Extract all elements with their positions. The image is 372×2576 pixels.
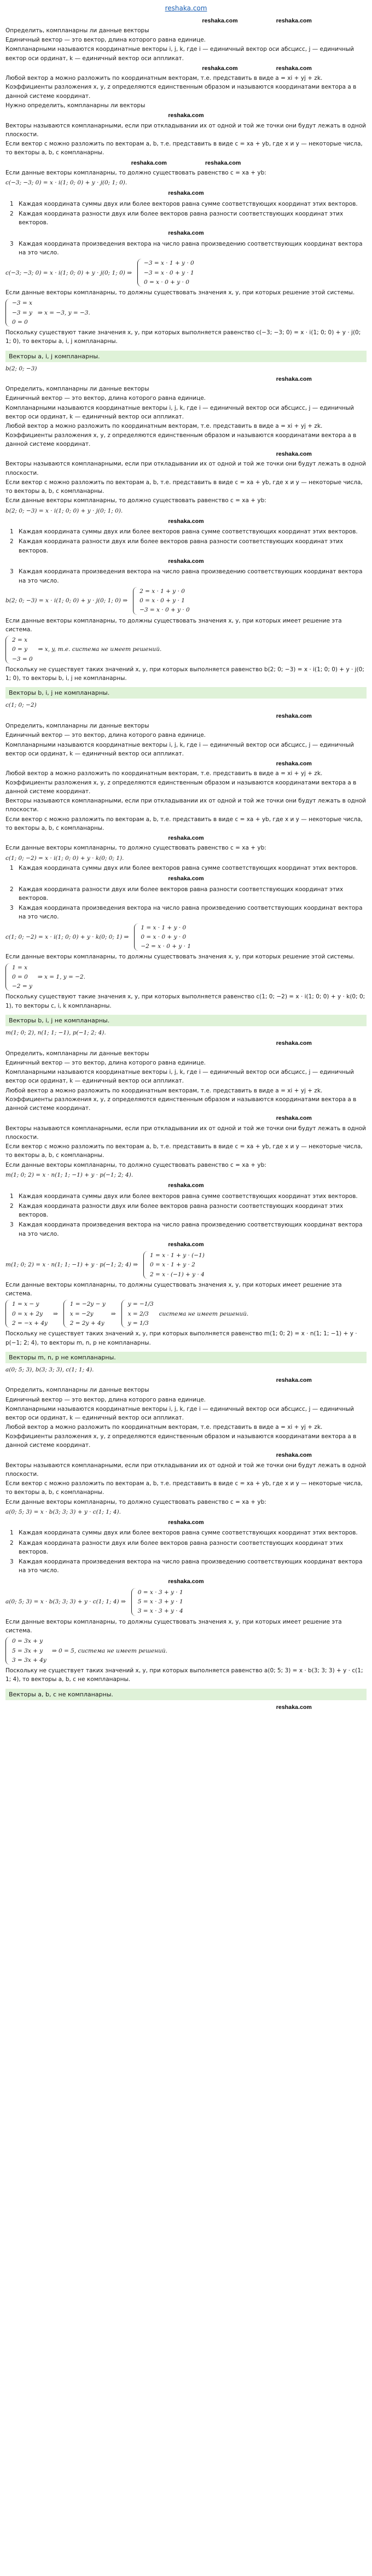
rule-item: 1 Каждая координата суммы двух или более векторов равна сумме соответствующих координат этих векторов. [10, 1193, 358, 1200]
watermark: reshaka.com [276, 1452, 312, 1459]
intro-p2: Единичный вектор — это вектор, длина которого равна единице. [5, 1059, 206, 1066]
intro-p1: Определить, компланарны ли данные векторы [5, 723, 149, 730]
rule-item: 1 Каждая координата суммы двух или более векторов равна сумме соответствующих координат этих векторов. [10, 200, 358, 207]
s3-solution-row: 1 = x − y 0 = x + 2y 2 = −x + 4y ⇒ 1 = −2y − y x = −2y 2 = 2y + 4y ⇒ y = −1/3 x = 2/3 y = 1/3 система не имеет решений. [5, 1300, 367, 1328]
watermark: reshaka.com [168, 835, 204, 842]
rule-item: 1 Каждая координата суммы двух или более векторов равна сумме соответствующих координат этих векторов. [10, 1530, 358, 1537]
watermark-row [5, 158, 367, 168]
watermark: reshaka.com [168, 1578, 204, 1585]
rule-item: 2 Каждая координата разности двух или более векторов равна разности соответствующих координат этих векторов. [10, 886, 344, 902]
intro-p3: Компланарными называются координатные векторы i, j, k, где i — единичный вектор оси абсцисс, j — единичный вектор оси ординат, k — единичный вектор оси аппликат. [5, 1405, 354, 1422]
watermark-row [5, 228, 367, 238]
equation-system: 1 = x · 1 + y · (−1) 0 = x · 1 + y · 2 2 = x · (−1) + y · 4 [143, 1251, 205, 1279]
intro-p4: Любой вектор a можно разложить по координатным векторам, т.е. представить в виде a = xi + yj + zk. Коэффициенты разложения x, y, z определяются единственным образом и называются координатами вектора a в данной системе координат. [5, 1424, 357, 1449]
watermark: reshaka.com [168, 190, 204, 197]
equation-system: 1 = x · 1 + y · 0 0 = x · 0 + y · 0 −2 = x · 0 + y · 1 [134, 923, 191, 951]
intro-p3: Компланарными называются координатные векторы i, j, k, где i — единичный вектор оси абсцисс, j — единичный вектор оси ординат, k — единичный вектор оси аппликат. [5, 1069, 354, 1085]
intro-p5: Нужно определить, компланарны ли векторы [5, 102, 146, 109]
s4-equation: a(0; 5; 3) = x · b(3; 3; 3) + y · c(1; 1; 4). [5, 1508, 121, 1515]
s1-solve-text: Если данные векторы компланарны, то должны существовать значения x, y, при которых имеет решение эта система. [5, 617, 342, 633]
section-answer-5: Векторы a, b, c не компланарны. [5, 1689, 367, 1700]
watermark: reshaka.com [202, 17, 238, 24]
intro-p7: Если данные векторы компланарны, то должно существовать равенство c = xa + yb: [5, 845, 266, 852]
watermark-row [5, 759, 367, 769]
watermark: reshaka.com [168, 1182, 204, 1189]
intro-p1: Определить, компланарны ли данные векторы [5, 27, 149, 34]
watermark: reshaka.com [205, 159, 241, 166]
intro-p1: Определить, компланарны ли данные векторы [5, 1387, 149, 1394]
intro-p8: Векторы называются компланарными, если при откладывании их от одной и той же точки они будут лежать в одной плоскости. [5, 1125, 366, 1141]
s4-vector: a(0; 5; 3), b(3; 3; 3), c(1; 1; 4). [5, 1366, 94, 1373]
rule-item: 3 Каждая координата произведения вектора на число равна произведению соответствующих координат вектора на это число. [10, 240, 363, 256]
intro-p6: Если вектор c можно разложить по векторам a, b, т.е. представить в виде c = xa + yb, где x и y — некоторые числа, то векторы a, b, c компланарны. [5, 141, 363, 156]
s1-solution-row: 2 = x 0 = y −3 = 0 ⇒ x, y, т.е. система не имеет решений. [5, 636, 367, 664]
intro-p3: Компланарными называются координатные векторы i, j, k, где i — единичный вектор оси абсцисс, j — единичный вектор оси ординат, k — единичный вектор оси аппликат. [5, 741, 354, 757]
intro-p3: Компланарными называются координатные векторы i, j, k, где i — единичный вектор оси абсцисс, j — единичный вектор оси ординат, k — единичный вектор оси аппликат. [5, 404, 354, 420]
watermark: reshaka.com [276, 375, 312, 382]
watermark-row [5, 1181, 367, 1190]
s3-equation: m(1; 0; 2) = x · n(1; 1; −1) + y · p(−1; 2; 4). [5, 1172, 133, 1179]
watermark: reshaka.com [202, 65, 238, 72]
intro-p2: Единичный вектор — это вектор, длина которого равна единице. [5, 732, 206, 739]
s1-system-row: b(2; 0; −3) = x · i(1; 0; 0) + y · j(0; 1; 0) ⇒ 2 = x · 1 + y · 0 0 = x · 0 + y · 1 −3 = x · 0 + y · 0 [5, 587, 367, 615]
watermark-row [5, 111, 367, 120]
equation-system: 2 = x 0 = y −3 = 0 [5, 636, 33, 664]
watermark-row [5, 874, 367, 883]
rule-item: 3 Каждая координата произведения вектора на число равна произведению соответствующих координат вектора на это число. [10, 1222, 363, 1237]
section-answer-2: Векторы b, i, j не компланарны. [5, 687, 367, 699]
rule-item: 1 Каждая координата суммы двух или более векторов равна сумме соответствующих координат этих векторов. [10, 528, 358, 536]
intro-p2: Единичный вектор — это вектор, длина которого равна единице. [5, 395, 206, 402]
watermark: reshaka.com [168, 557, 204, 565]
watermark-row [5, 449, 367, 459]
s2-vector: c(1; 0; −2) [5, 702, 37, 709]
watermark: reshaka.com [276, 1377, 312, 1384]
s0-solve-text: Если данные векторы компланарны, то должны существовать значения x, y, при которых решение этой системы. [5, 289, 355, 296]
watermark-row [5, 374, 367, 384]
watermark: reshaka.com [168, 1519, 204, 1526]
s3-solve-text: Если данные векторы компланарны, то должны существовать значения x, y, при которых имеет решение эта система. [5, 1281, 342, 1298]
s1-conclusion: Поскольку не существует таких значений x, y, при которых выполняется равенство b(2; 0; −3) = x · i(1; 0; 0) + y · j(0; 1; 0), то векторы b, i, j не компланарны. [5, 666, 364, 682]
watermark: reshaka.com [168, 230, 204, 237]
site-link[interactable]: reshaka.com [165, 4, 207, 12]
s0-system-row: c(−3; −3; 0) = x · i(1; 0; 0) + y · j(0; 1; 0) ⇒ −3 = x · 1 + y · 0 −3 = x · 0 + y · 1 0 = x · 0 + y · 0 [5, 259, 367, 287]
rule-item: 2 Каждая координата разности двух или более векторов равна разности соответствующих координат этих векторов. [10, 210, 344, 226]
section-answer-3: Векторы b, i, j не компланарны. [5, 1015, 367, 1026]
watermark: reshaka.com [276, 1703, 312, 1711]
section-answer-1: Векторы a, i, j компланарны. [5, 351, 367, 362]
watermark: reshaka.com [168, 112, 204, 119]
s4-solution-row: 0 = 3x + y 5 = 3x + y 3 = 3x + 4y ⇒ 0 = 5, система не имеет решений. [5, 1637, 367, 1665]
s2-solve-text: Если данные векторы компланарны, то должны существовать значения x, y, при которых решение этой системы. [5, 953, 355, 961]
watermark-row [5, 63, 367, 73]
intro-p7: Если данные векторы компланарны, то должно существовать равенство c = xa + yb: [5, 169, 266, 176]
s1-equation: b(2; 0; −3) = x · i(1; 0; 0) + y · j(0; 1; 0). [5, 507, 123, 514]
equation-system: 0 = 3x + y 5 = 3x + y 3 = 3x + 4y [5, 1637, 47, 1665]
watermark-row [5, 1450, 367, 1460]
intro-p6: Если вектор c можно разложить по векторам a, b, т.е. представить в виде c = xa + yb, где x и y — некоторые числа, то векторы a, b, c компланарны. [5, 816, 363, 831]
watermark: reshaka.com [168, 1241, 204, 1248]
s2-system-row: c(1; 0; −2) = x · i(1; 0; 0) + y · k(0; 0; 1) ⇒ 1 = x · 1 + y · 0 0 = x · 0 + y · 0 −2 = x · 0 + y · 1 [5, 923, 367, 951]
watermark: reshaka.com [131, 159, 167, 166]
watermark-row [5, 1517, 367, 1527]
watermark-row [5, 1240, 367, 1249]
watermark-row [5, 556, 367, 566]
equation-system: 1 = −2y − y x = −2y 2 = 2y + 4y [63, 1300, 106, 1328]
equation-system: 1 = x 0 = 0 −2 = y [5, 963, 32, 991]
intro-p1: Определить, компланарны ли данные векторы [5, 1050, 149, 1057]
watermark: reshaka.com [276, 65, 312, 72]
watermark-row [5, 1702, 367, 1712]
equation-system: 2 = x · 1 + y · 0 0 = x · 0 + y · 1 −3 = x · 0 + y · 0 [133, 587, 190, 615]
rule-item: 2 Каждая координата разности двух или более векторов равна разности соответствующих координат этих векторов. [10, 538, 344, 554]
watermark: reshaka.com [276, 451, 312, 458]
watermark: reshaka.com [276, 712, 312, 719]
s0-equation: c(−3; −3; 0) = x · i(1; 0; 0) + y · j(0; 1; 0). [5, 179, 127, 187]
s4-solve-text: Если данные векторы компланарны, то должны существовать значения x, y, при которых имеет решение эта система. [5, 1618, 342, 1635]
s1-vector: b(2; 0; −3) [5, 365, 37, 372]
intro-p7: Если данные векторы компланарны, то должно существовать равенство c = xa + yb: [5, 497, 266, 504]
watermark: reshaka.com [276, 1040, 312, 1047]
s4-conclusion: Поскольку не существует таких значений x, y, при которых выполняется равенство a(0; 5; 3) = x · b(3; 3; 3) + y · c(1; 1; 4), то векторы a, b, c не компланарны. [5, 1667, 363, 1683]
intro-p3: Компланарными называются координатные векторы i, j, k, где i — единичный вектор оси абсцисс, j — единичный вектор оси ординат, k — единичный вектор оси аппликат. [5, 46, 354, 62]
equation-system: y = −1/3 x = 2/3 y = 1/3 [121, 1300, 154, 1328]
equation-system: 0 = x · 3 + y · 1 5 = x · 3 + y · 1 3 = x · 3 + y · 4 [131, 1588, 183, 1616]
intro-p8: Векторы называются компланарными, если при откладывании их от одной и той же точки они будут лежать в одной плоскости. [5, 461, 366, 476]
intro-p7: Если данные векторы компланарны, то должно существовать равенство c = xa + yb: [5, 1161, 266, 1168]
s2-solution-row: 1 = x 0 = 0 −2 = y ⇒ x = 1, y = −2. [5, 963, 367, 991]
watermark-row [5, 1113, 367, 1123]
intro-p4: Любой вектор a можно разложить по координатным векторам, т.е. представить в виде a = xi + yj + zk. Коэффициенты разложения x, y, z определяются единственным образом и называются координатами вектора a в данной системе координат. [5, 770, 357, 795]
watermark-row [5, 1038, 367, 1048]
watermark: reshaka.com [168, 517, 204, 525]
intro-p4: Любой вектор a можно разложить по координатным векторам, т.е. представить в виде a = xi + yj + zk. Коэффициенты разложения x, y, z определяются единственным образом и называются координатами вектора a в данной системе координат. [5, 75, 357, 100]
rule-item: 3 Каждая координата произведения вектора на число равна произведению соответствующих координат вектора на это число. [10, 568, 363, 584]
s4-system-row: a(0; 5; 3) = x · b(3; 3; 3) + y · c(1; 1; 4) ⇒ 0 = x · 3 + y · 1 5 = x · 3 + y · 1 3 = x · 3 + y · 4 [5, 1588, 367, 1616]
s0-conclusion: Поскольку существуют такие значения x, y, при которых выполняется равенство c(−3; −3; 0) = x · i(1; 0; 0) + y · j(0; 1; 0), то векторы a, i, j компланарны. [5, 329, 361, 345]
rule-item: 3 Каждая координата произведения вектора на число равна произведению соответствующих координат вектора на это число. [10, 1559, 363, 1574]
watermark-row [5, 16, 367, 26]
watermark: reshaka.com [276, 1115, 312, 1122]
intro-p7: Если данные векторы компланарны, то должно существовать равенство c = xa + yb: [5, 1498, 266, 1505]
intro-p2: Единичный вектор — это вектор, длина которого равна единице. [5, 37, 206, 44]
s3-conclusion: Поскольку не существует таких значений x, y, при которых выполняется равенство m(1; 0; 2) = x · n(1; 1; −1) + y · p(−1; 2; 4), то векторы m, n, p не компланарны. [5, 1330, 357, 1346]
watermark-row [5, 833, 367, 843]
equation-system: −3 = x −3 = y 0 = 0 [5, 299, 32, 327]
watermark: reshaka.com [276, 760, 312, 767]
equation-system: 1 = x − y 0 = x + 2y 2 = −x + 4y [5, 1300, 48, 1328]
rule-item: 3 Каждая координата произведения вектора на число равна произведению соответствующих координат вектора на это число. [10, 905, 363, 921]
watermark: reshaka.com [276, 17, 312, 24]
watermark-row [5, 1375, 367, 1385]
intro-p8: Векторы называются компланарными, если при откладывании их от одной и той же точки они будут лежать в одной плоскости. [5, 122, 366, 138]
intro-p6: Если вектор c можно разложить по векторам a, b, т.е. представить в виде c = xa + yb, где x и y — некоторые числа, то векторы a, b, c компланарны. [5, 1143, 363, 1159]
watermark-row [5, 711, 367, 721]
watermark: reshaka.com [168, 875, 204, 882]
s2-conclusion: Поскольку существуют такие значения x, y, при которых выполняется равенство c(1; 0; −2) = x · i(1; 0; 0) + y · k(0; 0; 1), то векторы c, i, k компланарны. [5, 993, 365, 1009]
s3-system-row: m(1; 0; 2) = x · n(1; 1; −1) + y · p(−1; 2; 4) ⇒ 1 = x · 1 + y · (−1) 0 = x · 1 + y · 2 2 = x · (−1) + y · 4 [5, 1251, 367, 1279]
intro-p8: Векторы называются компланарными, если при откладывании их от одной и той же точки они будут лежать в одной плоскости. [5, 798, 366, 813]
intro-p4: Любой вектор a можно разложить по координатным векторам, т.е. представить в виде a = xi + yj + zk. Коэффициенты разложения x, y, z определяются единственным образом и называются координатами вектора a в данной системе координат. [5, 423, 357, 447]
watermark-row [5, 1577, 367, 1586]
intro-p4: Любой вектор a можно разложить по координатным векторам, т.е. представить в виде a = xi + yj + zk. Коэффициенты разложения x, y, z определяются единственным образом и называются координатами вектора a в данной системе координат. [5, 1087, 357, 1112]
equation-system: −3 = x · 1 + y · 0 −3 = x · 0 + y · 1 0 = x · 0 + y · 0 [137, 259, 194, 287]
s2-equation: c(1; 0; −2) = x · i(1; 0; 0) + y · k(0; 0; 1). [5, 854, 124, 862]
intro-p2: Единичный вектор — это вектор, длина которого равна единице. [5, 1396, 206, 1403]
intro-p8: Векторы называются компланарными, если при откладывании их от одной и той же точки они будут лежать в одной плоскости. [5, 1462, 366, 1478]
watermark-row [5, 188, 367, 198]
intro-p6: Если вектор c можно разложить по векторам a, b, т.е. представить в виде c = xa + yb, где x и y — некоторые числа, то векторы a, b, c компланарны. [5, 479, 363, 495]
rule-item: 2 Каждая координата разности двух или более векторов равна разности соответствующих координат этих векторов. [10, 1202, 344, 1219]
rule-item: 1 Каждая координата суммы двух или более векторов равна сумме соответствующих координат этих векторов. [10, 865, 358, 871]
section-answer-4: Векторы m, n, p не компланарны. [5, 1352, 367, 1363]
intro-p6: Если вектор c можно разложить по векторам a, b, т.е. представить в виде c = xa + yb, где x и y — некоторые числа, то векторы a, b, c компланарны. [5, 1480, 363, 1496]
rule-item: 2 Каждая координата разности двух или более векторов равна разности соответствующих координат этих векторов. [10, 1539, 344, 1555]
s3-vector: m(1; 0; 2), n(1; 1; −1), p(−1; 2; 4). [5, 1030, 106, 1037]
watermark-row [5, 516, 367, 526]
s0-solution-row: −3 = x −3 = y 0 = 0 ⇒ x = −3, y = −3. [5, 299, 367, 327]
intro-p1: Определить, компланарны ли данные векторы [5, 386, 149, 393]
